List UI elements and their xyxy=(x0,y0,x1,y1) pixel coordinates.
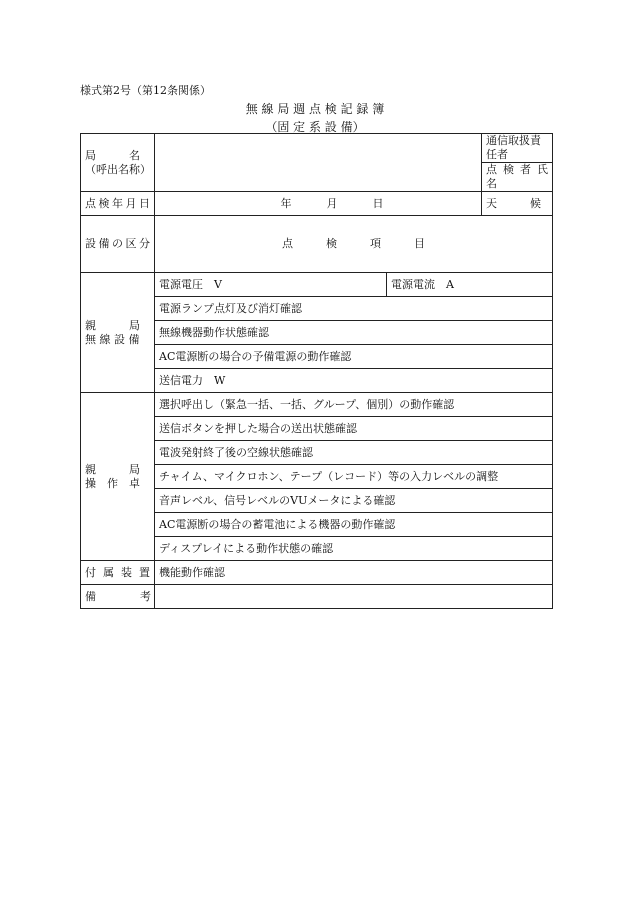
check-item: 送信電力 W xyxy=(155,369,553,393)
station-name-label: 局 名 （呼出名称） xyxy=(81,134,155,192)
check-item: 無線機器動作状態確認 xyxy=(155,321,553,345)
check-item: 送信ボタンを押した場合の送出状態確認 xyxy=(155,417,553,441)
power-voltage-item: 電源電圧 V xyxy=(155,273,387,297)
category-column-header: 設備の区分 xyxy=(81,216,155,273)
document-title: 無 線 局 週 点 検 記 録 簿 xyxy=(245,102,385,116)
remarks-label: 備 考 xyxy=(81,585,155,609)
check-item: ディスプレイによる動作状態の確認 xyxy=(155,537,553,561)
check-item: 音声レベル、信号レベルのVUメータによる確認 xyxy=(155,489,553,513)
inspector-name-label: 点 検 者 氏 名 xyxy=(482,163,553,192)
check-item: 選択呼出し（緊急一括、一括、グループ、個別）の動作確認 xyxy=(155,393,553,417)
check-item: チャイム、マイクロホン、テープ（レコード）等の入力レベルの調整 xyxy=(155,465,553,489)
inspection-date-label: 点検年月日 xyxy=(81,192,155,216)
console-category: 親 局 操 作 卓 xyxy=(81,393,155,561)
remarks-field[interactable] xyxy=(155,585,553,609)
inspection-date-value[interactable] xyxy=(155,192,482,216)
items-column-header: 点 検 項 目 xyxy=(155,216,553,273)
power-current-item: 電源電流 A xyxy=(387,273,553,297)
weather-label: 天 候 xyxy=(482,192,553,216)
inspection-record-table xyxy=(80,133,553,609)
check-item: AC電源断の場合の予備電源の動作確認 xyxy=(155,345,553,369)
document-subtitle: （固 定 系 設 備） xyxy=(265,120,365,134)
date-month: 月 xyxy=(326,196,338,210)
check-item: 電源ランプ点灯及び消灯確認 xyxy=(155,297,553,321)
comm-manager-label: 通信取扱責任者 xyxy=(482,134,553,163)
check-item: 機能動作確認 xyxy=(155,561,553,585)
date-day: 日 xyxy=(372,196,384,210)
check-item: 電波発射終了後の空線状態確認 xyxy=(155,441,553,465)
station-name-value[interactable] xyxy=(155,134,482,192)
form-number: 様式第2号（第12条関係） xyxy=(80,84,211,97)
date-year: 年 xyxy=(280,196,292,210)
parent-radio-category: 親 局 無 線 設 備 xyxy=(81,273,155,393)
accessory-category: 付 属 装 置 xyxy=(81,561,155,585)
check-item: AC電源断の場合の蓄電池による機器の動作確認 xyxy=(155,513,553,537)
